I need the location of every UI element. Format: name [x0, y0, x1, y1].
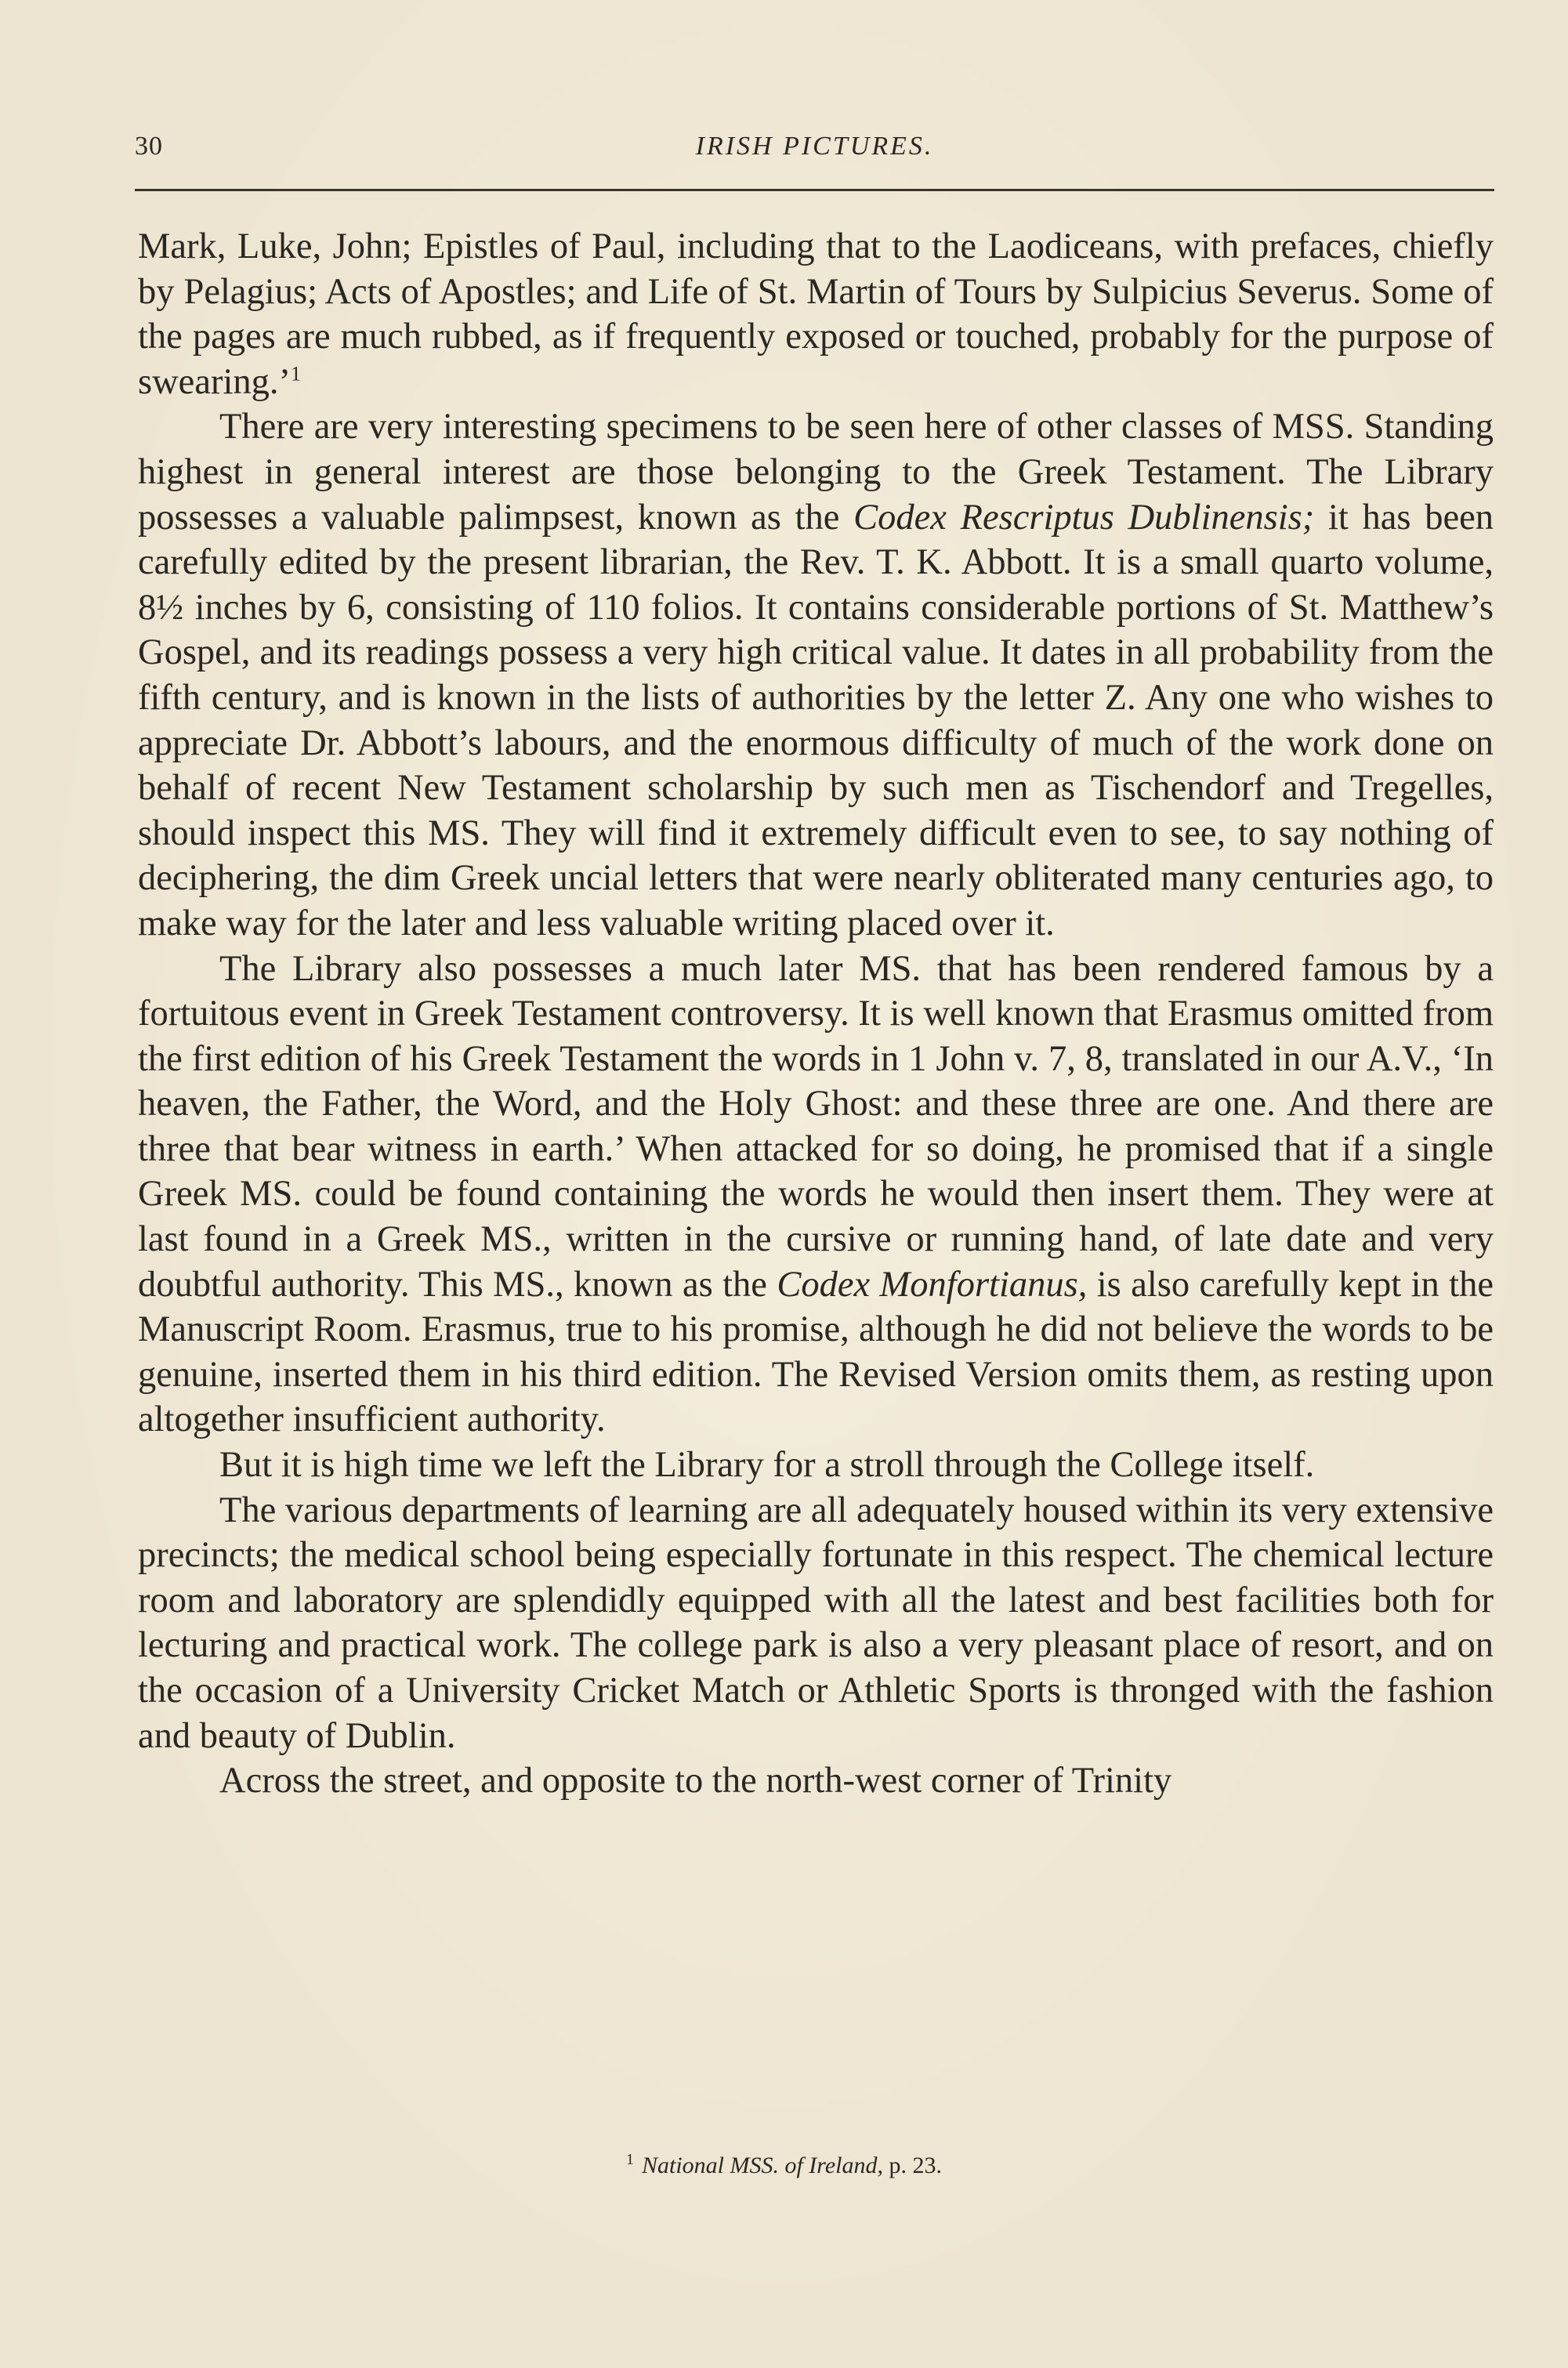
header-rule — [135, 189, 1494, 191]
body-text — [138, 224, 1494, 1804]
footnote-page: p. 23. — [883, 2153, 943, 2178]
paragraph-3 — [138, 947, 1494, 1443]
paragraph-1-text: Mark, Luke, John; Epistles of Paul, including that to the Laodiceans, with prefaces, chiefly by Pelagius; Acts of Apostles; and Life of St. Martin of Tours by Sulpicius Severus. Some of the pages are much rubbed, as if frequently exposed or touched, probably for the purpose of swearing.’ — [138, 226, 1494, 402]
running-title: IRISH PICTURES. — [695, 132, 934, 161]
paragraph-2 — [138, 404, 1494, 946]
paragraph-3-text-b: is also carefully kept in the Manuscript Room. Erasmus, true to his promise, although he did not believe the words to be genuine, inserted them in his third edition. The Revised Version omits them, as resting upon altogether insufficient authority. — [138, 1264, 1494, 1440]
paragraph-3-text-a: The Library also possesses a much later MS. that has been rendered famous by a fortuitous event in Greek Testament controversy. It is well known that Erasmus omitted from the first edition of his Greek Testament the words in 1 John v. 7, 8, translated in our A.V., ‘In heaven, the Father, the Word, and the Holy Ghost: and these three are one. And there are three that bear witness in earth.’ When attacked for so doing, he promised that if a single Greek MS. could be found containing the words he would then insert them. They were at last found in a Greek MS., written in the cursive or running hand, of late date and very doubtful authority. This MS., known as the — [138, 948, 1494, 1305]
footnote-source: National MSS. of Ireland, — [641, 2153, 884, 2178]
paragraph-6: Across the street, and opposite to the north-west corner of Trinity — [219, 1761, 1172, 1801]
paragraph-2-text-b: it has been carefully edited by the present librarian, the Rev. T. K. Abbott. It is a small quarto volume, 8½ inches by 6, consisting of 110 folios. It contains considerable portions of St. Matthew’s Gospel, and its readings possess a very high critical value. It dates in all probability from the fifth century, and is known in the lists of authorities by the letter Z. Any one who wishes to appreciate Dr. Abbott’s labours, and the enormous difficulty of much of the work done on behalf of recent New Testament scholarship by such men as Tischendorf and Tregelles, should inspect this MS. They will find it extremely difficult even to see, to say nothing of deciphering, the dim Greek uncial letters that were nearly obliterated many centuries ago, to make way for the later and less valuable writing placed over it. — [138, 497, 1494, 943]
page-number: 30 — [135, 132, 163, 161]
codex-rescriptus-title: Codex Rescriptus Dublinensis; — [853, 497, 1315, 538]
paragraph-2-text-a: There are very interesting specimens to be seen here of other classes of MSS. Standing highest in general interest are those belonging to the Greek Testament. The Library possesses a valuable palimpsest, known as the — [138, 407, 1494, 538]
paragraph-1 — [138, 224, 1494, 404]
codex-monfortianus-title: Codex Monfortianus, — [777, 1264, 1088, 1305]
paragraph-4: But it is high time we left the Library for a stroll through the College itself. — [219, 1445, 1315, 1486]
page-header — [135, 132, 1494, 179]
footnote-mark: 1 — [625, 2151, 634, 2168]
paragraph-5: The various departments of learning are all adequately housed within its very extensive precincts; the medical school being especially fortunate in this respect. The chemical lecture room and laboratory are splendidly equipped with all the latest and best facilities both for lecturing and practical work. The college park is also a very pleasant place of resort, and on the occasion of a University Cricket Match or Athletic Sports is thronged with the fashion and beauty of Dublin. — [138, 1490, 1494, 1756]
footnote — [0, 2151, 1568, 2179]
footnote-reference: 1 — [290, 362, 301, 386]
